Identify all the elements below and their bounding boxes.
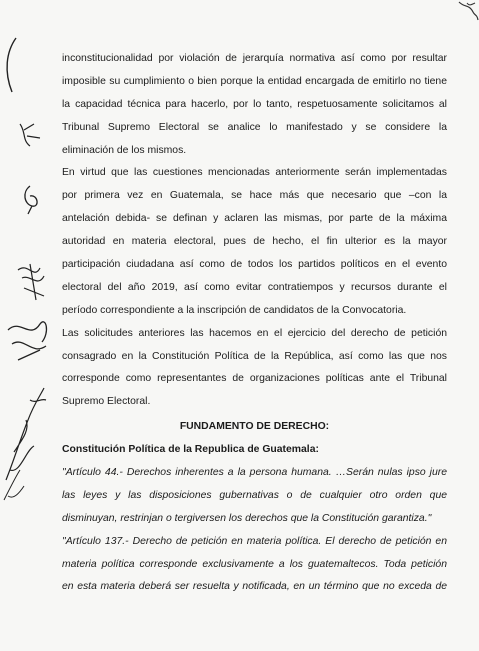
margin-signatures [0,0,60,646]
text-line: participación ciudadana así como de todos los partidos políticos en el evento [62,259,447,271]
quote-line: disminuyan, restrinjan o tergiversen los derechos que la Constitución garantiza." [62,512,432,524]
paragraph-2 [62,162,447,322]
quote-line: "Artículo 137.- Derecho de petición en materia política. El derecho de petición en [62,535,447,547]
section-heading: FUNDAMENTO DE DERECHO: [179,421,330,433]
quote-line: materia política corresponde exclusivamente a los guatemaltecos. Toda petición [62,558,447,570]
text-line: Las solicitudes anteriores las hacemos en el ejercicio del derecho de petición [62,327,447,339]
corner-pen-mark [455,0,479,22]
constitution-subheading: Constitución Política de la Republica de Guatemala: [62,444,319,456]
text-line: En virtud que las cuestiones mencionadas anteriormente serán implementadas [62,167,447,179]
text-line: autoridad en materia electoral, pues de hecho, el fin ulterior es la mayor [62,236,447,248]
text-line: eliminación de los mismos. [62,144,187,156]
text-line: Tribunal Supremo Electoral se analice lo manifestado y se considere la [62,121,447,133]
text-line: por primera vez en Guatemala, se hace más que necesario que –con la [62,190,447,202]
quote-line: las leyes y las disposiciones gubernativas o de cualquier otro orden que [62,489,447,501]
text-line: inconstitucionalidad por violación de jerarquía normativa así como por resultar [62,53,447,64]
article-quotes [62,462,447,599]
text-line: antelación debida- se definan y aclaren las mismas, por parte de la máxima [62,213,447,225]
quote-line: "Artículo 44.- Derechos inherentes a la persona humana. …Serán nulas ipso jure [62,467,447,479]
text-line: electoral del año 2019, así como evitar contratiempos y recursos durante el [62,281,447,293]
text-line: Supremo Electoral. [62,396,151,408]
text-line: imposible su cumplimiento o bien porque la entidad encargada de emitirlo no tiene [62,75,447,87]
text-line: consagrado en la Constitución Política de la República, así como las que nos [62,350,447,362]
text-line: corresponde como representantes de organizaciones políticas ante el Tribunal [62,373,447,385]
quote-line: en esta materia deberá ser resuelta y notificada, en un término que no exceda de [62,581,447,593]
paragraph-3 [62,323,447,415]
text-line: período correspondiente a la inscripción de candidatos de la Convocatoria. [62,304,407,316]
paragraph-1 [62,48,447,162]
text-line: la capacidad técnica para hacerlo, por lo tanto, respetuosamente solicitamos al [62,98,447,110]
document-body [62,48,447,599]
